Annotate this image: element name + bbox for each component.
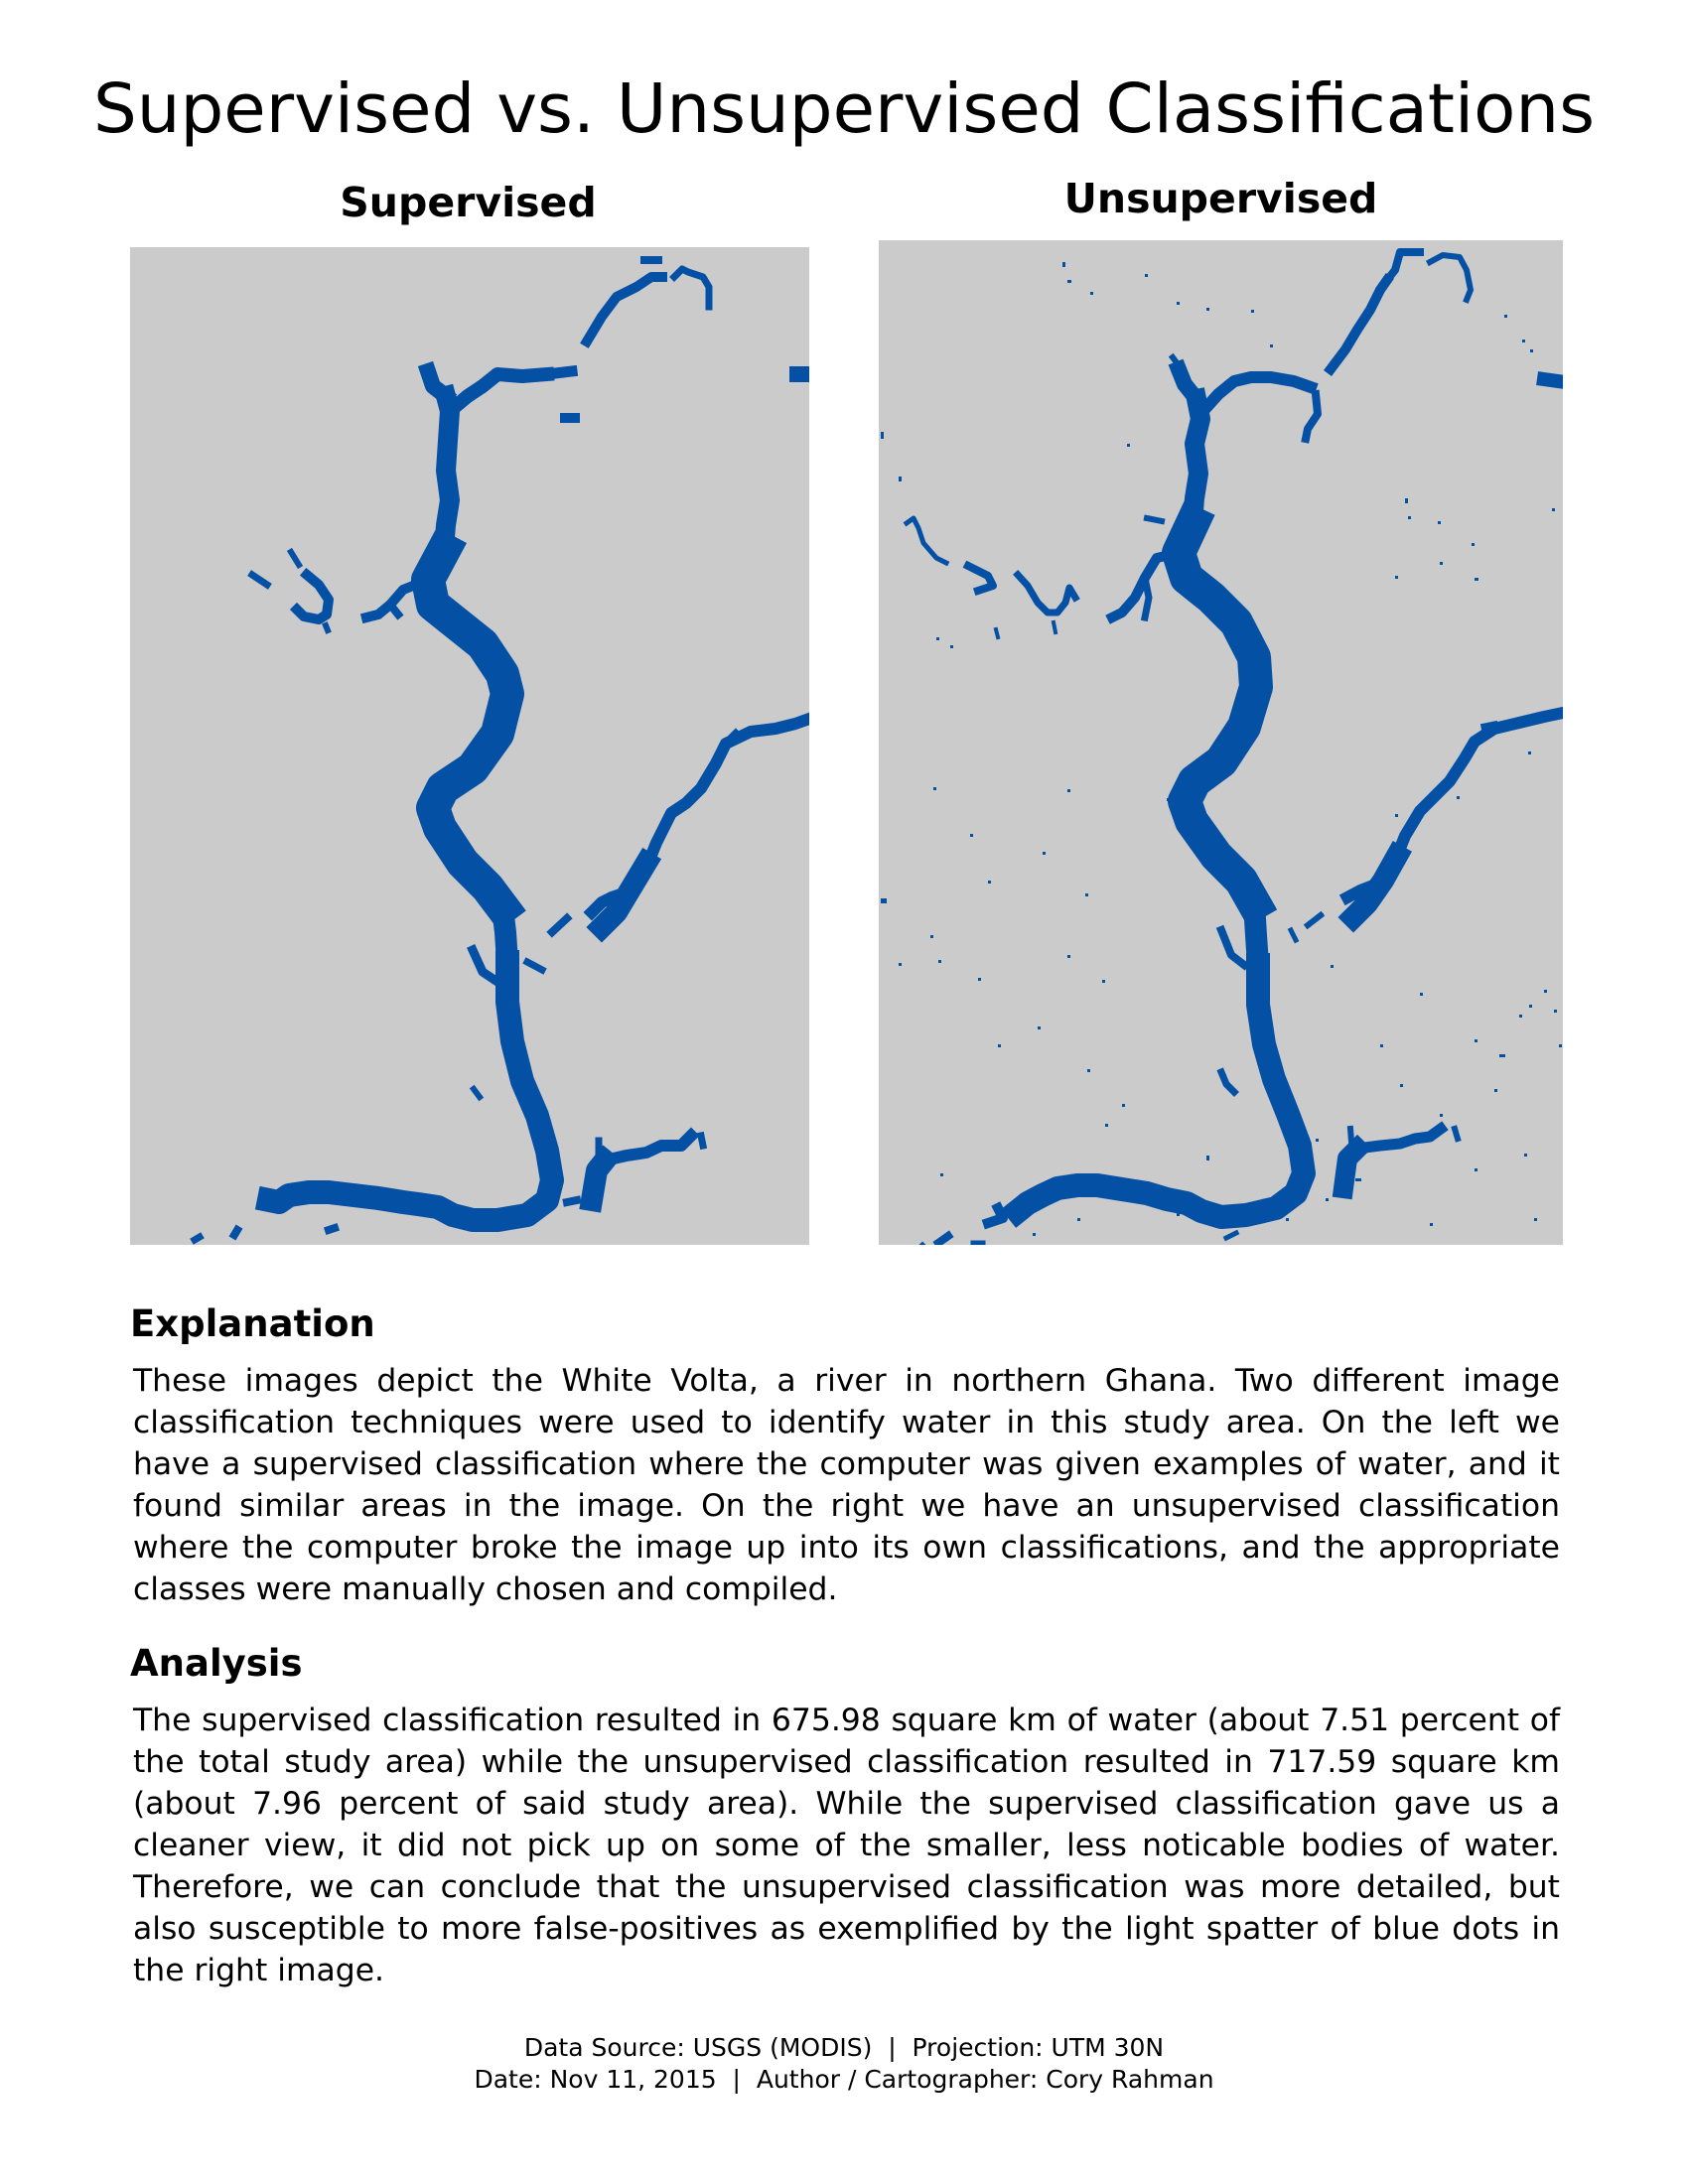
supervised-water-layer: [130, 247, 809, 1245]
water-speck: [938, 960, 941, 963]
river-branch: [390, 605, 398, 614]
water-speck: [1475, 1168, 1477, 1171]
explanation-text: These images depict the White Volta, a river in northern Ghana. Two different image classification techniques were used to identify water in this study area. On the left we have a supervised classification where the computer was given examples of water, and it found similar areas in the image. On the right we have an unsupervised classification where the computer broke the image up into its own classifications, and the appropriate classes were manually chosen and compiled.: [133, 1363, 1560, 1607]
river-branch: [996, 629, 998, 637]
analysis-text: The supervised classification resulted in 675.98 square km of water (about 7.51 percent of the total study area) while the unsupervised classification resulted in 717.59 square km (about 7.96 percent of said study area). While the supervised classification gave us a cleaner view, it did not pick up on some of the smaller, less noticable bodies of water. Therefore, we can conclude that the unsupervised classification was more detailed, but also susceptible to more false-positives as exemplified by the light spatter of blue dots in the right image.: [133, 1703, 1560, 1988]
river-branch: [1018, 575, 1075, 613]
water-speck: [1559, 1044, 1562, 1047]
water-speck: [1038, 1026, 1041, 1029]
river-branch: [527, 962, 542, 970]
water-speck: [881, 898, 887, 903]
water-speck: [1504, 315, 1507, 318]
water-speck: [1331, 965, 1334, 968]
water-speck: [1145, 518, 1148, 521]
main-river: [269, 962, 552, 1220]
water-speck: [1552, 508, 1555, 511]
water-speck: [1177, 1213, 1180, 1216]
water-speck: [1529, 1005, 1532, 1008]
river-branch: [968, 566, 993, 591]
water-speck: [1472, 543, 1475, 546]
river-branch: [195, 1237, 200, 1240]
water-speck: [1475, 1039, 1477, 1042]
water-speck: [1033, 1233, 1036, 1236]
river-branch: [587, 277, 662, 341]
river-branch: [1221, 1072, 1234, 1092]
water-speck: [1077, 1218, 1080, 1221]
water-speck: [950, 645, 953, 648]
water-speck: [1321, 913, 1324, 916]
river-branch: [1145, 578, 1149, 617]
water-speck: [899, 477, 902, 481]
river-branch: [674, 269, 709, 307]
river-branch: [428, 371, 446, 396]
river-branch: [252, 575, 267, 585]
main-river: [1018, 965, 1304, 1217]
water-speck: [1067, 955, 1070, 958]
water-speck: [1499, 1054, 1505, 1057]
river-branch: [1455, 1129, 1458, 1139]
unsupervised-water-layer: [879, 240, 1563, 1245]
river-branch: [1357, 1129, 1441, 1149]
river-branch: [701, 1136, 703, 1146]
water-speck: [1062, 262, 1065, 267]
footer-date-author: Date: Nov 11, 2015 | Author / Cartographer: Cory Rahman: [474, 2065, 1214, 2094]
water-speck: [1147, 606, 1150, 609]
water-speck: [1430, 1223, 1433, 1226]
water-speck: [988, 881, 991, 884]
water-speck: [1395, 576, 1398, 579]
water-speck: [1067, 789, 1070, 792]
water-speck: [978, 978, 981, 981]
river-branch: [474, 1089, 480, 1097]
water-speck: [1087, 1069, 1090, 1072]
water-speck: [1544, 990, 1547, 993]
water-speck: [1519, 1015, 1522, 1018]
water-speck: [1530, 349, 1533, 352]
water-speck: [1457, 796, 1460, 799]
water-speck: [1122, 1104, 1125, 1107]
water-speck: [1355, 1178, 1361, 1181]
river-branch: [907, 518, 946, 563]
water-speck: [1440, 1114, 1443, 1117]
river-branch: [1147, 518, 1162, 521]
water-speck: [1438, 521, 1441, 524]
river-branch: [1387, 252, 1420, 280]
water-speck: [1206, 308, 1209, 311]
river-branch: [1331, 280, 1387, 369]
explanation-heading: Explanation: [130, 1302, 375, 1345]
river-branch: [1200, 377, 1311, 414]
water-speck: [1102, 980, 1105, 983]
water-speck: [1177, 302, 1180, 305]
water-speck: [1085, 893, 1088, 896]
river-branch: [1350, 1129, 1351, 1142]
river-branch: [1226, 1233, 1236, 1238]
river-branch: [1343, 1149, 1357, 1188]
water-speck: [1405, 498, 1408, 503]
water-speck: [1127, 444, 1130, 447]
water-speck: [1528, 751, 1531, 754]
water-speck: [936, 637, 939, 640]
water-speck: [1105, 1124, 1108, 1127]
main-river: [1179, 523, 1256, 903]
supervised-classification-map: [130, 247, 809, 1245]
supervised-map-label: Supervised: [340, 179, 597, 226]
water-speck: [1145, 274, 1148, 277]
unsupervised-classification-map: [879, 240, 1563, 1245]
water-speck: [1420, 993, 1423, 996]
water-speck: [1408, 516, 1411, 519]
water-speck: [1167, 798, 1170, 801]
water-speck: [1400, 1084, 1403, 1087]
water-speck: [1251, 310, 1254, 313]
water-speck: [1095, 1193, 1098, 1196]
river-branch: [552, 918, 567, 932]
water-speck: [1522, 340, 1525, 342]
river-branch: [291, 552, 299, 565]
water-speck: [1043, 852, 1046, 855]
water-speck: [930, 935, 933, 938]
river-branch: [547, 371, 572, 374]
main-river: [428, 550, 507, 907]
water-speck: [1395, 814, 1398, 817]
water-speck: [1554, 1010, 1557, 1013]
river-branch: [1430, 255, 1471, 300]
water-speck: [881, 432, 884, 439]
water-speck: [1067, 280, 1071, 283]
water-speck: [998, 1044, 1001, 1047]
river-branch: [1179, 369, 1196, 399]
river-branch: [1544, 379, 1558, 381]
water-speck: [1524, 1154, 1527, 1157]
water-speck: [1475, 578, 1478, 581]
water-speck: [1234, 625, 1237, 628]
river-branch: [938, 1236, 948, 1243]
water-speck: [1534, 1218, 1537, 1221]
water-speck: [1206, 1156, 1209, 1160]
water-speck: [1494, 1089, 1497, 1092]
water-speck: [1326, 1198, 1329, 1201]
water-speck: [970, 834, 973, 837]
river-branch: [1308, 915, 1321, 925]
water-speck: [940, 1173, 943, 1176]
unsupervised-map-label: Unsupervised: [1063, 175, 1378, 222]
page-title: Supervised vs. Unsupervised Classifications: [92, 69, 1596, 149]
river-branch: [450, 374, 547, 411]
river-branch: [1306, 394, 1318, 439]
river-branch: [1484, 725, 1494, 727]
river-branch: [988, 1208, 1003, 1223]
water-speck: [1270, 344, 1273, 347]
analysis-heading: Analysis: [130, 1642, 303, 1685]
water-speck: [1440, 562, 1443, 565]
water-speck: [1316, 1139, 1319, 1142]
river-branch: [1221, 930, 1244, 965]
water-speck: [1286, 1218, 1289, 1221]
river-branch: [234, 1230, 237, 1235]
footer-source-projection: Data Source: USGS (MODIS) | Projection: UTM 30N: [523, 2033, 1165, 2062]
river-branch: [326, 625, 328, 630]
river-branch: [329, 1228, 335, 1230]
river-branch: [605, 1136, 691, 1160]
river-branch: [567, 1200, 577, 1202]
river-branch: [473, 950, 497, 982]
water-speck: [933, 787, 936, 790]
water-speck: [1090, 292, 1093, 295]
river-branch: [297, 575, 329, 619]
water-speck: [899, 963, 902, 966]
river-branch: [1291, 930, 1296, 940]
water-speck: [1380, 1044, 1383, 1047]
river-branch: [1054, 622, 1055, 632]
